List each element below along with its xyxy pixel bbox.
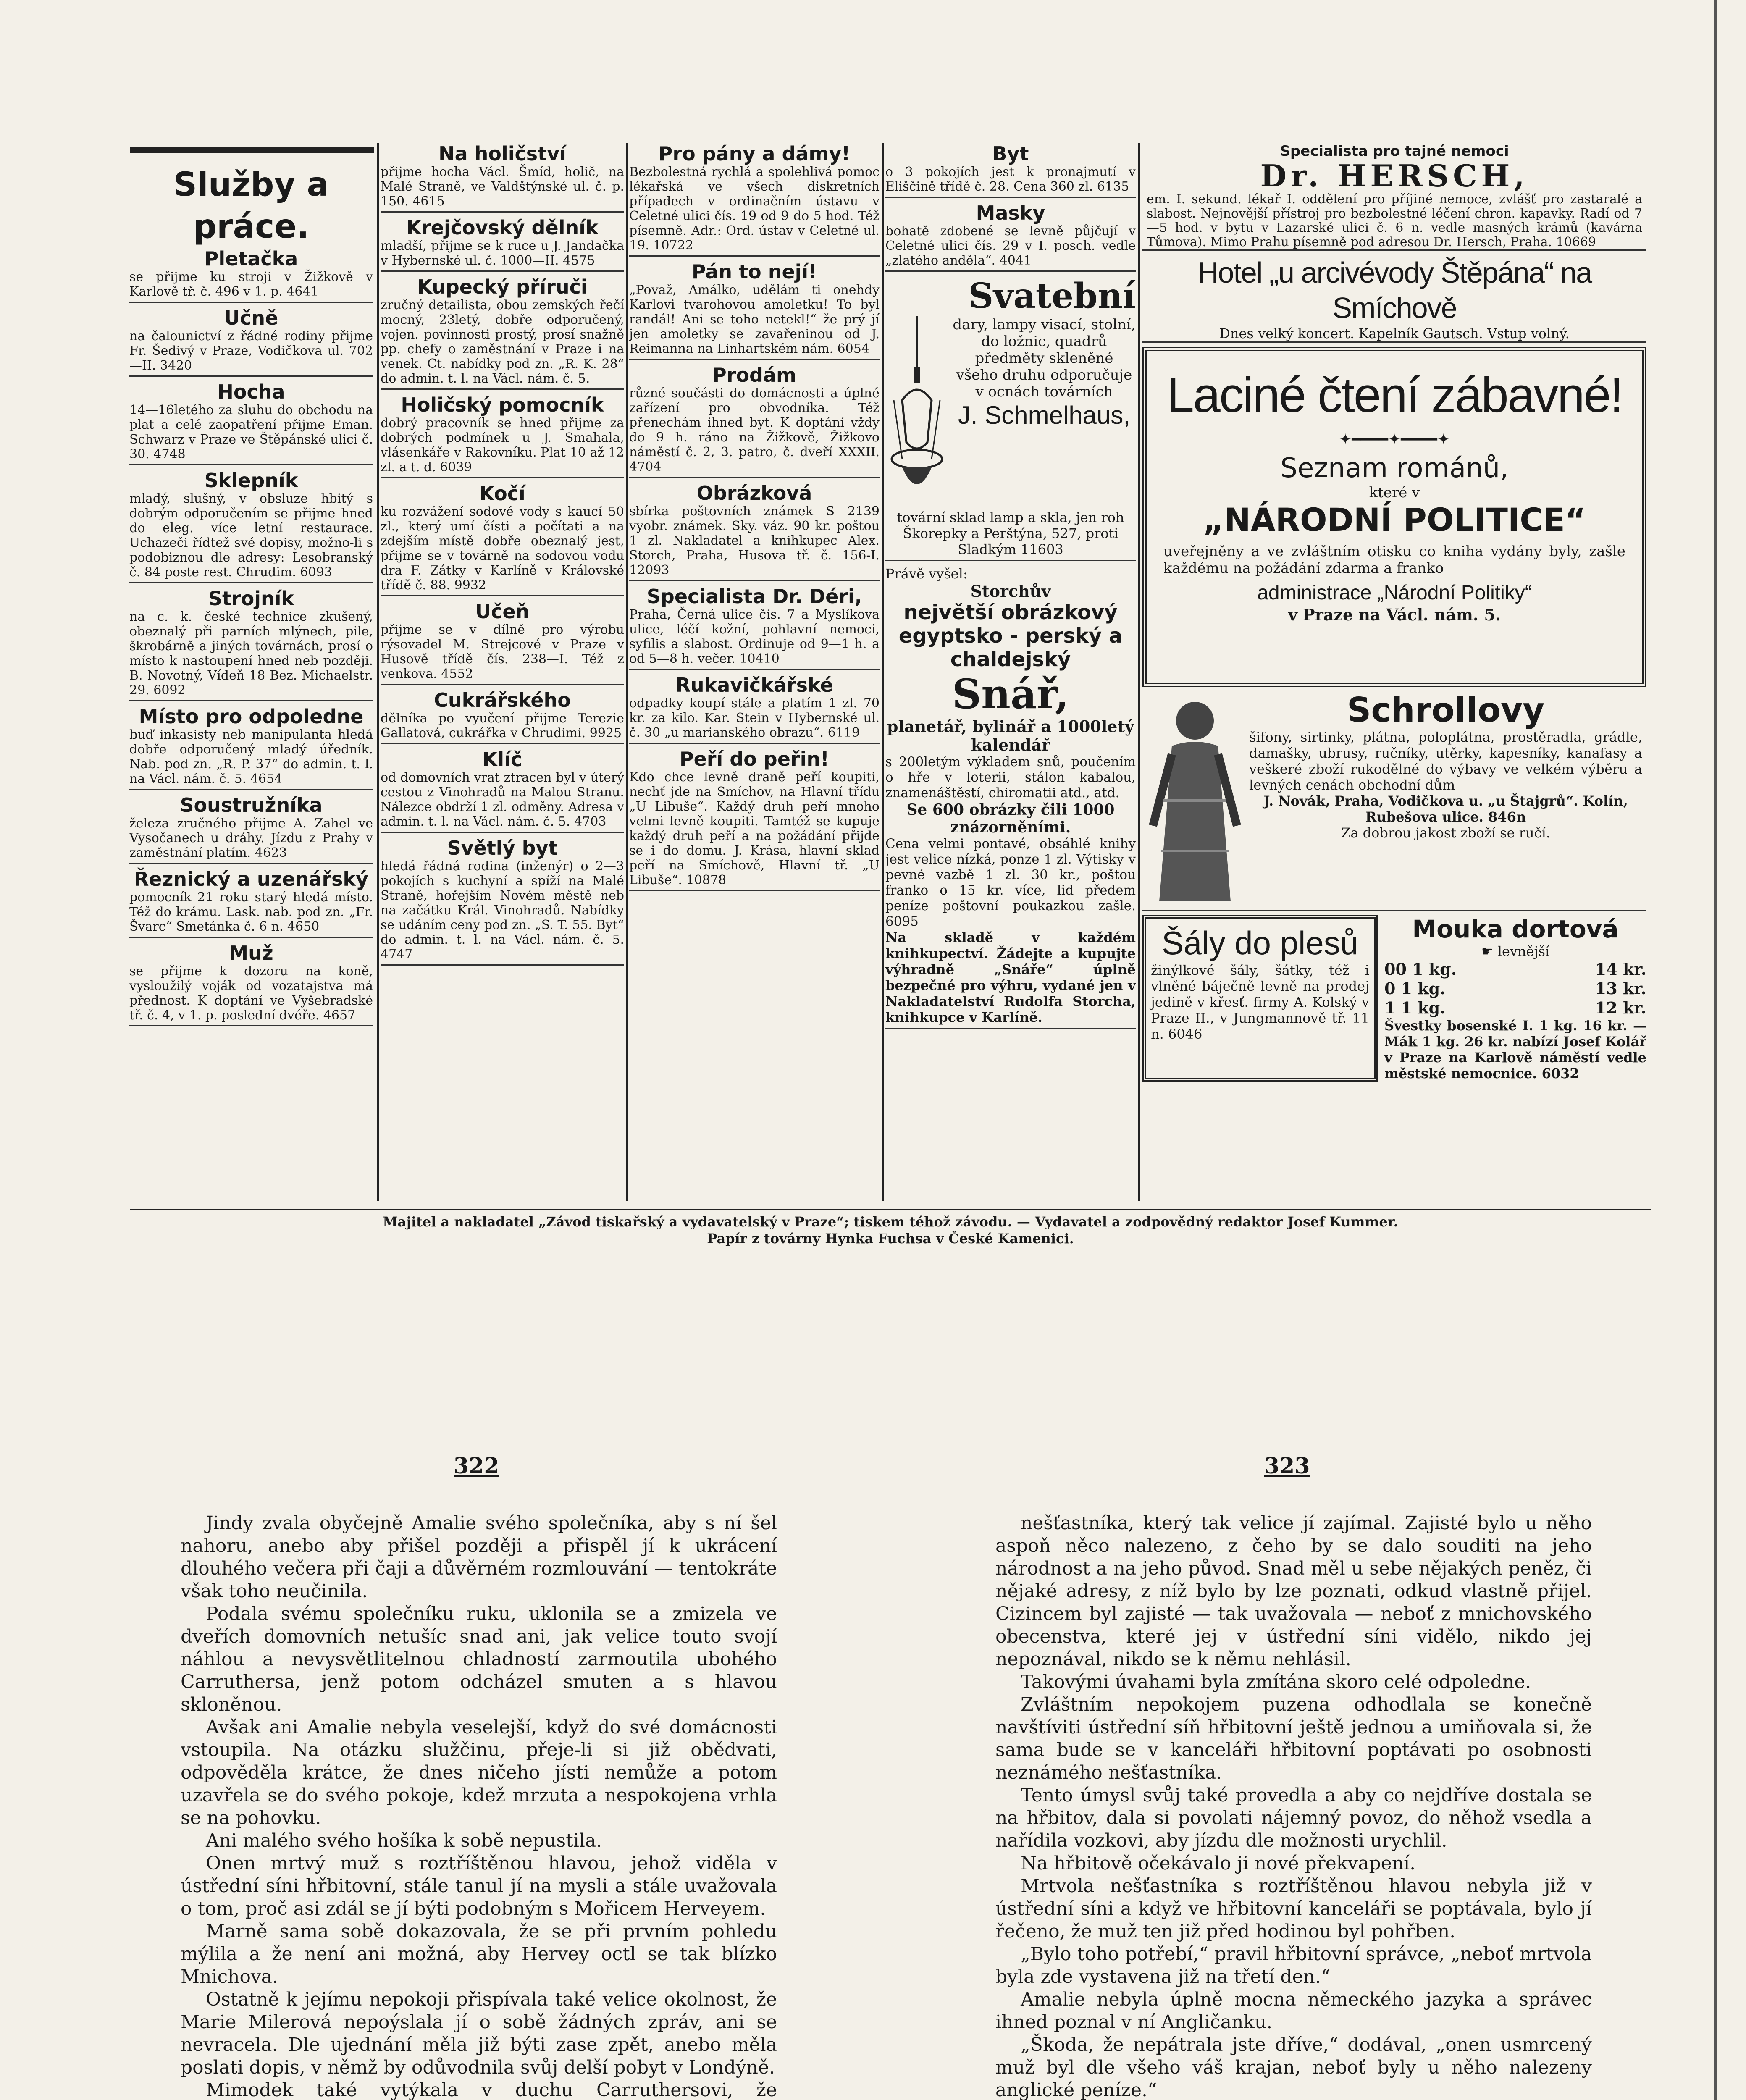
paragraph: Jindy zvala obyčejně Amalie svého společníka, aby s ní šel nahoru, anebo aby přišel později a přispěl jí k ukrácení dlouhého večera při čaji a důvěrném rozmlouvání — tentokráte však toho neučinila. — [181, 1512, 777, 1602]
classified-ad — [129, 588, 373, 701]
hanging-lamp-icon — [885, 316, 948, 509]
ad-body: Bezbolestná rychlá a spolehlivá pomoc lékařská ve všech diskretních případech v ordinačním ústavu v Celetné ulici čís. 19 od 9 do 5 hod. Též písemně. Adr.: Ord. ústav v Celetné ul. 19. 10722 — [629, 165, 880, 253]
price-value: 12 kr. — [1595, 998, 1646, 1017]
ad-title: Mouka dortová — [1412, 915, 1619, 943]
ad-title: Hocha — [217, 381, 285, 403]
ad-title: Specialista Dr. Déri, — [646, 585, 862, 608]
ad-pictures: Se 600 obrázky čili 1000 znázorněními. — [906, 801, 1115, 836]
ad-body: s 200letým výkladem snů, poučením o hře v loterii, stálon kabalou, znamenáštěstí, chiromatii atd., atd. — [885, 754, 1136, 801]
ad-body: pomocník 21 roku starý hledá místo. Též do krámu. Lask. nab. pod zn. „Fr. Švarc“ Smetánka č. 6 n. 4650 — [129, 890, 373, 934]
ad-body: sbírka poštovních známek S 2139 vyobr. známek. Sky. váz. 90 kr. poštou 1 zl. Nakladatel a knihkupec Alex. Storch, Praha, Husova tř. č. 156-I. 12093 — [629, 504, 880, 578]
ad-body: na čalounictví z řádné rodiny přijme Fr. Šedivý v Praze, Vodičkova ul. 702—II. 3420 — [129, 329, 373, 373]
ad-title: Učně — [224, 307, 278, 329]
pointing-hand-icon: ☛ — [1481, 943, 1498, 959]
price-amount: 1 1 kg. — [1384, 998, 1446, 1017]
classified-ad — [629, 748, 880, 891]
ad-title: Hotel „u arcivévody Štěpána“ na Smíchově — [1197, 256, 1591, 324]
classified-ad — [629, 261, 880, 360]
ad-title: Holičský pomocník — [401, 394, 604, 416]
ad-body: různé součásti do domácnosti a úplné zařízení pro obvodníka. Též přenechám ihned byt. K doptání vždy do 9 h. ráno na Žižkově, Žižkovo náměstí č. 2, 3. patro, č. dveří XXXII. 4704 — [629, 386, 880, 474]
classified-ad — [629, 585, 880, 670]
ad-title: Peří do peřin! — [679, 748, 830, 770]
ad-address: tovární sklad lamp a skla, jen roh Škorepky a Perštýna, 527, proti Sladkým 11603 — [897, 509, 1124, 557]
ad-column-3 — [629, 143, 880, 1201]
classified-ad — [885, 143, 1136, 198]
ad-title: Dr. HERSCH, — [1260, 158, 1529, 194]
ad-kicker: Specialista pro tajné nemoci — [1280, 143, 1509, 160]
ad-paper-name: „NÁRODNÍ POLITICE“ — [1203, 501, 1586, 538]
ad-company: J. Schmelhaus, — [958, 401, 1131, 429]
ad-body: o 3 pokojích jest k pronajmutí v Eliščině třídě č. 28. Cena 360 zl. 6135 — [885, 165, 1136, 194]
column-divider — [377, 143, 379, 1201]
ad-admin: administrace „Národní Politiky“ — [1257, 582, 1532, 604]
ad-list — [129, 248, 373, 1026]
classified-ad — [885, 202, 1136, 272]
ad-body: bohatě zdobené se levně půjčují v Celetné ulici čís. 29 v I. posch. vedle „zlatého anděla“. 4041 — [885, 224, 1136, 268]
page-number-right: 323 — [1264, 1453, 1310, 1479]
classified-ad — [381, 748, 624, 833]
ad-title: Prodám — [712, 364, 796, 386]
ad-body: zručný detailista, obou zemských řečí mocný, 23letý, dobře odporučený, vojen. povinnosti prostý, prosí snažně pp. chefy o zaměstnání v Praze i na venek. Ct. nabídky pod zn. „R. K. 28“ do admin. t. l. na Václ. nám. č. 5. — [381, 298, 624, 386]
ad-title: Masky — [976, 202, 1045, 224]
ad-title: Světlý byt — [447, 837, 558, 859]
ad-body-2: Cena velmi pontavé, obsáhlé knihy jest velice nízká, ponze 1 zl. Výtisky v pevné vazbě 1 zl. 30 kr., poštou franko o 15 kr. více, lid předem peníze poštovní poukazkou zašle. 6095 — [885, 836, 1136, 929]
ad-title: Muž — [229, 942, 273, 964]
ad-address: v Praze na Václ. nám. 5. — [1288, 605, 1501, 624]
ad-title: Krejčovský dělník — [406, 216, 599, 239]
price-list — [1384, 960, 1646, 1018]
ad-svatebni — [885, 276, 1136, 561]
ad-saly — [1142, 915, 1378, 1082]
ad-publisher: Storchův — [970, 582, 1051, 601]
ad-schroll — [1142, 691, 1646, 911]
footer-paper: Papír z továrny Hynka Fuchsa v České Kamenici. — [707, 1231, 1074, 1247]
classified-ad — [629, 674, 880, 744]
section-heading: Služby a práce. — [173, 166, 329, 246]
ad-title: Šály do plesů — [1161, 924, 1359, 961]
ad-body: dobrý pracovník se hned přijme za dobrých podmínek u J. Smahala, vlásenkáře v Rakovníku. Plat 10 až 12 zl. a t. d. 6039 — [381, 416, 624, 475]
ad-list — [381, 143, 624, 966]
ad-body: mladší, přijme se k ruce u J. Jandačka v Hybernské ul. č. 1000—II. 4575 — [381, 239, 624, 268]
paragraph: Zvláštním nepokojem puzena odhodlala se konečně navštíviti ústřední síň hřbitovní ještě jednou a umiňovala si, že sama bude se v kanceláři hřbitovní poptávati po osobnosti neznámého nešťastníka. — [995, 1694, 1592, 1783]
ornament-divider: ✦━━━━✦━━━━✦ — [1339, 431, 1450, 448]
price-amount: 0 1 kg. — [1384, 979, 1446, 998]
ad-body: odpadky koupí stále a platím 1 zl. 70 kr. za kilo. Kar. Stein v Hybernské ul. č. 30 „u marianského obrazu“. 6119 — [629, 696, 880, 740]
ad-title: Strojník — [208, 587, 294, 610]
ad-title: Svatební — [968, 276, 1136, 316]
footer-rule — [130, 1209, 1651, 1210]
paragraph: „Bylo toho potřebí,“ pravil hřbitovní správce, „neboť mrtvola byla zde vystavena již na třetí den.“ — [995, 1943, 1592, 1987]
ad-body: em. I. sekund. lékař I. oddělení pro příjiné nemoce, zvlášť pro zastaralé a slabost. Nejnovější přístroj pro bezbolestné léčení chron. kapavky. Radí od 7—5 hod. v bytu v Lazarské ulici č. 6 n. vedle masných krámů (kavárna Tůmova). Mimo Prahu písemně pod adresou Dr. Hersch, Praha. 10669 — [1147, 192, 1642, 249]
classified-ad — [381, 276, 624, 390]
classified-ad — [129, 248, 373, 303]
ad-title: Obrázková — [696, 482, 812, 504]
ad-column-1 — [129, 164, 373, 1205]
page-number-left: 322 — [454, 1453, 499, 1479]
ad-title: Kočí — [479, 482, 525, 505]
ad-big-word: Snář, — [952, 670, 1069, 718]
classified-ad — [129, 794, 373, 864]
ad-cheaper: ☛ levnější — [1481, 943, 1550, 959]
paragraph: „Škoda, že nepátrala jste dříve,“ dodával, „onen usmrcený muž byl dle všeho váš krajan, neboť byly u něho nalezeny anglické peníze.“ — [995, 2034, 1592, 2100]
ad-body: buď inkasisty neb manipulanta hledá dobře odporučený mladý úředník. Nab. pod zn. „R. P. 37“ do admin. t. l. na Václ. nám. č. 5. 4654 — [129, 727, 373, 786]
price-row — [1384, 960, 1646, 979]
paragraph: Ostatně k jejímu nepokoji přispívala také velice okolnost, že Marie Milerová nepoýslala jí o sobě žádných zpráv, ani se nevracela. Dle ujednání měla již býti zase zpět, anebo měla poslati dopis, v němž by odůvodnila svůj delší pobyt v Londýně. — [181, 1989, 777, 2078]
ad-column-4 — [885, 143, 1136, 1201]
ad-slogan: Za dobrou jakost zboží se ručí. — [1341, 825, 1550, 841]
ad-title: Pletačka — [204, 247, 298, 270]
classified-ad — [129, 868, 373, 938]
classified-ad — [129, 381, 373, 465]
ad-title: Cukrářského — [434, 689, 571, 711]
classified-ad — [629, 143, 880, 257]
classified-ad — [381, 143, 624, 213]
classified-ad — [129, 942, 373, 1026]
paragraph: Podala svému společníku ruku, uklonila se a zmizela ve dveřích domovních netušíc snad ani, jak velice touto svojí náhlou a nevysvětlitelnou chladností zarmoutila ubohého Carruthersa, jenž potom odcházel smuten a s hlavou skloněnou. — [181, 1603, 777, 1715]
ad-mid: které v — [1369, 484, 1420, 501]
ad-title: Místo pro odpoledne — [139, 705, 364, 728]
ad-title: Byt — [992, 143, 1029, 165]
ad-body: Dnes velký koncert. Kapelník Gautsch. Vstup volný. — [1219, 326, 1570, 341]
ad-list — [885, 143, 1136, 272]
ad-body: se přijme k dozoru na koně, vysloužilý voják od vozatajstva má přednost. K doptání ve Vyšebradské tř. č. 4, v 1. p. poslední dvéře. 4657 — [129, 964, 373, 1023]
book-page-left — [181, 1512, 777, 2100]
paragraph: Ani malého svého hošíka k sobě nepustila. — [206, 1830, 602, 1851]
ad-body: Švestky bosenské I. 1 kg. 16 kr. — Mák 1 kg. 26 kr. nabízí Josef Kolář v Praze na Karlově náměstí vedle městské nemocnice. 6032 — [1384, 1018, 1646, 1082]
classified-ad — [381, 483, 624, 596]
ad-storch-snar — [885, 565, 1136, 1029]
ad-body: uveřejněny a ve zvláštním otisku co kniha vydány byly, zašle každému na požádání zdarma a franko — [1163, 543, 1625, 577]
paragraph: Onen mrtvý muž s roztříštěnou hlavou, jehož viděla v ústřední síni hřbitovní, stále tanul jí na mysli a stále uvažovala o tom, proč asi zdál se jí býti podobným s Mořicem Herveyem. — [181, 1853, 777, 1919]
ad-title: Rukavičkářské — [675, 674, 833, 696]
ad-title: Řeznický a uzenářský — [134, 868, 368, 890]
paragraph: Mrtvola nešťastníka s roztříštěnou hlavou nebyla již v ústřední síni a když ve hřbitovní kanceláři se poptávala, bylo jí řečeno, že muž ten již před hodinou byl pohřben. — [995, 1875, 1592, 1942]
ad-narodni-politika — [1142, 347, 1646, 687]
ad-title: Klíč — [482, 748, 522, 771]
ad-body: 14—16letého za sluhu do obchodu na plat a celé zaopatření přijme Eman. Schwarz v Praze ve Štěpánské ulici č. 30. 4748 — [129, 403, 373, 462]
column-divider — [626, 143, 628, 1201]
price-amount: 00 1 kg. — [1384, 960, 1457, 979]
ad-body: Kdo chce levně draně peří koupiti, nechť jde na Smíchov, na Hlavní třídu „U Libuše“. Každý druh peří mnoho velmi levně koupiti. Tamtéž se kupuje každý druh peří a na požádání přijde se i do domu. J. Krása, hlavní sklad peří na Smíchově, Hlavní tř. „U Libuše“. 10878 — [629, 770, 880, 887]
ad-stock: Na skladě v každém knihkupectví. Žádejte a kupujte výhradně „Snáře“ úplně bezpečné pro výhru, vydané jen v Nakladatelství Rudolfa Storcha, knihkupce v Karlíně. — [885, 929, 1136, 1025]
ad-title: největší obrázkový egyptsko - perský a chaldejský — [898, 601, 1123, 671]
ad-body: dělníka po vyučení přijme Terezie Gallatová, cukrářka v Chrudimi. 9925 — [381, 711, 624, 740]
ad-hotel — [1142, 255, 1646, 343]
ad-body: přijme se v dílně pro výrobu rýsovadel M. Strejcové v Praze v Husově třídě čís. 238—I. Též z venkova. 4552 — [381, 622, 624, 681]
classified-ad — [381, 217, 624, 272]
ad-body: mladý, slušný, v obsluze hbitý s dobrým odporučením se přijme hned do eleg. více letní restaurace. Uchazeči řídtež své dopisy, možno-li s podobiznou dle adresy: Lesobranský č. 84 poste rest. Chrudim. 6093 — [129, 491, 373, 580]
paragraph: nešťastníka, který tak velice jí zajímal. Zajisté bylo u něho aspoň něco nalezeno, z čeho by se dalo souditi na jeho národnost a na jeho původ. Snad měl u sebe nějakých peněz, či nějaké adresy, z níž bylo by lze poznati, odkud vlastně přijel. Cizincem byl zajisté — tak uvažovala — neboť z mnichovského obecenstva, které jej v ústřední síni vidělo, nikdo jej nepoznával, nikdo se k němu nehlásil. — [995, 1512, 1592, 1670]
classified-ad — [129, 470, 373, 583]
classified-ad — [129, 706, 373, 790]
ad-title: Sklepník — [204, 469, 298, 492]
ad-title: Laciné čtení zábavné! — [1166, 368, 1623, 423]
classified-ad — [629, 364, 880, 478]
ad-title: Soustružníka — [180, 794, 323, 816]
paragraph: Na hřbitově očekávalo ji nové překvapení. — [1021, 1853, 1416, 1874]
ad-list — [629, 143, 880, 891]
ad-subtitle: planetář, bylinář a 1000letý kalendář — [887, 717, 1134, 754]
ad-body: železa zručného přijme A. Zahel ve Vysočanech u dráhy. Jízdu z Prahy v zaměstnání platím. 4623 — [129, 816, 373, 860]
price-value: 14 kr. — [1595, 960, 1646, 979]
paragraph: Mimodek také vytýkala v duchu Carruthersovi, že — [206, 2079, 777, 2100]
paragraph: Avšak ani Amalie nebyla veselejší, když do své domácnosti vstoupila. Na otázku služčinu, přeje-li si již obědvati, odpověděla krátce, že dnes ničeho jísti nemůže a potom uzavřela se do svého pokoje, kdež mrzuta a nespokojena vrhla se na pohovku. — [181, 1717, 777, 1829]
ad-shop: J. Novák, Praha, Vodičkova u. „u Štajgrů“. Kolín, Rubešova ulice. 846n — [1263, 793, 1628, 825]
ad-body: šifony, sirtinky, plátna, poloplátna, prostěradla, grádle, damašky, ubrusy, ručníky, utěrky, kapesníky, kanafasy a veškeré zboží rukodělné do výbavy ve velkém výběru a levných cenách obchodní dům — [1249, 729, 1642, 793]
classified-ad — [381, 394, 624, 478]
ad-title: Učeň — [475, 600, 530, 623]
paragraph: Takovými úvahami byla zmítána skoro celé odpoledne. — [1021, 1671, 1531, 1693]
ad-body: „Považ, Amálko, udělám ti onehdy Karlovi tvarohovou amoletku! To byl randál! Ani se toho netekl!“ že prý jí jen amoletky se zavařeninou od J. Reimanna na Linhartském nám. 6054 — [629, 283, 880, 356]
ad-body: ku rozvážení sodové vody s kaucí 50 zl., který umí čísti a počítati a na zdejším místě dobře obeznalý jest, přijme se v továrně na sodovou vodu dra F. Zátky v Karlíně v Královské třídě č. 88. 9932 — [381, 504, 624, 593]
ad-kicker: Právě vyšel: — [885, 566, 968, 582]
ad-title: Schrollovy — [1347, 690, 1545, 730]
price-row — [1384, 998, 1646, 1018]
ad-title: Pán to nejí! — [691, 260, 817, 283]
ad-body: žinýlkové šály, šátky, též i vlněné báječně levně na prodej jedině v křesť. firmy A. Kolský v Praze II., v Jungmannově tř. 11 n. 6046 — [1151, 962, 1369, 1042]
classified-ad — [381, 837, 624, 966]
classified-ad — [381, 689, 624, 744]
ad-subtitle: Seznam románů, — [1280, 453, 1509, 484]
ad-body: se přijme ku stroji v Žižkově v Karlově tř. č. 496 v 1. p. 4641 — [129, 270, 373, 299]
ad-dr-hersch — [1142, 143, 1646, 251]
column-divider — [882, 143, 884, 1201]
paragraph: Tento úmysl svůj také provedla a aby co nejdříve dostala se na hřbitov, dala si povolati nájemný povoz, do něhož vsedla a nařídila vozkovi, aby jízdu dle možnosti urychlil. — [995, 1785, 1592, 1851]
book-page-right — [995, 1512, 1592, 2100]
page-edge — [1714, 0, 1717, 2100]
paragraph: Marně sama sobě dokazovala, že se při prvním pohledu mýlila a že není ani možná, aby Hervey octl se tak blízko Mnichova. — [181, 1921, 777, 1987]
ad-body: Praha, Černá ulice čís. 7 a Myslíkova ulice, léčí kožní, pohlavní nemoci, syfilis a slabost. Ordinuje od 9—1 h. a od 5—8 h. večer. 10410 — [629, 607, 880, 666]
price-row — [1384, 979, 1646, 998]
ad-mouka — [1384, 915, 1646, 1082]
dressed-figure-icon — [1147, 691, 1243, 910]
ad-title: Kupecký příruči — [417, 276, 588, 298]
ad-body: dary, lampy visací, stolní, do ložnic, quadrů předměty skleněné všeho druhu odporučuje v ocnách továrních — [953, 316, 1136, 400]
top-rule — [130, 147, 374, 153]
ad-body: od domovních vrat ztracen byl v úterý cestou z Vinohradů na Malou Stranu. Nálezce obdrží 1 zl. odměny. Adresa v admin. t. l. na Václ. nám. č. 5. 4703 — [381, 770, 624, 829]
ad-title: Na holičství — [438, 143, 566, 165]
classified-ad — [629, 482, 880, 581]
classified-ad — [129, 307, 373, 377]
paragraph: Amalie nebyla úplně mocna německého jazyka a správec ihned poznal v ní Angličanku. — [995, 1989, 1592, 2033]
ad-column-2 — [381, 143, 624, 1201]
ad-body: na c. k. české technice zkušený, obeznalý při parních mlýnech, pile, škrobárně a jiných továrnách, prosí o místo k nastoupení hned neb později. B. Novotný, Vídeň 18 Bez. Michaelstr. 29. 6092 — [129, 609, 373, 698]
ad-title: Pro pány a dámy! — [658, 143, 851, 165]
ad-body: přijme hocha Václ. Šmíd, holič, na Malé Straně, ve Valdštýnské ul. č. p. 150. 4615 — [381, 165, 624, 209]
price-value: 13 kr. — [1595, 979, 1646, 998]
newspaper-ad-section — [126, 139, 1651, 1247]
classified-ad — [381, 601, 624, 685]
column-divider — [1138, 143, 1140, 1201]
ad-column-5 — [1142, 143, 1646, 1201]
footer-imprint: Majitel a nakladatel „Závod tiskařský a vydavatelský v Praze“; tiskem téhož závodu. — Vydavatel a zodpovědný redaktor Josef Kummer. — [383, 1214, 1398, 1230]
ad-body: hledá řádná rodina (inženýr) o 2—3 pokojích s kuchyní a spíží na Malé Straně, hořejším Novém městě neb na začátku Král. Vinohradů. Nabídky se udáním ceny pod zn. „S. T. 55. Byt“ do admin. t. l. na Václ. nám. č. 5. 4747 — [381, 859, 624, 962]
